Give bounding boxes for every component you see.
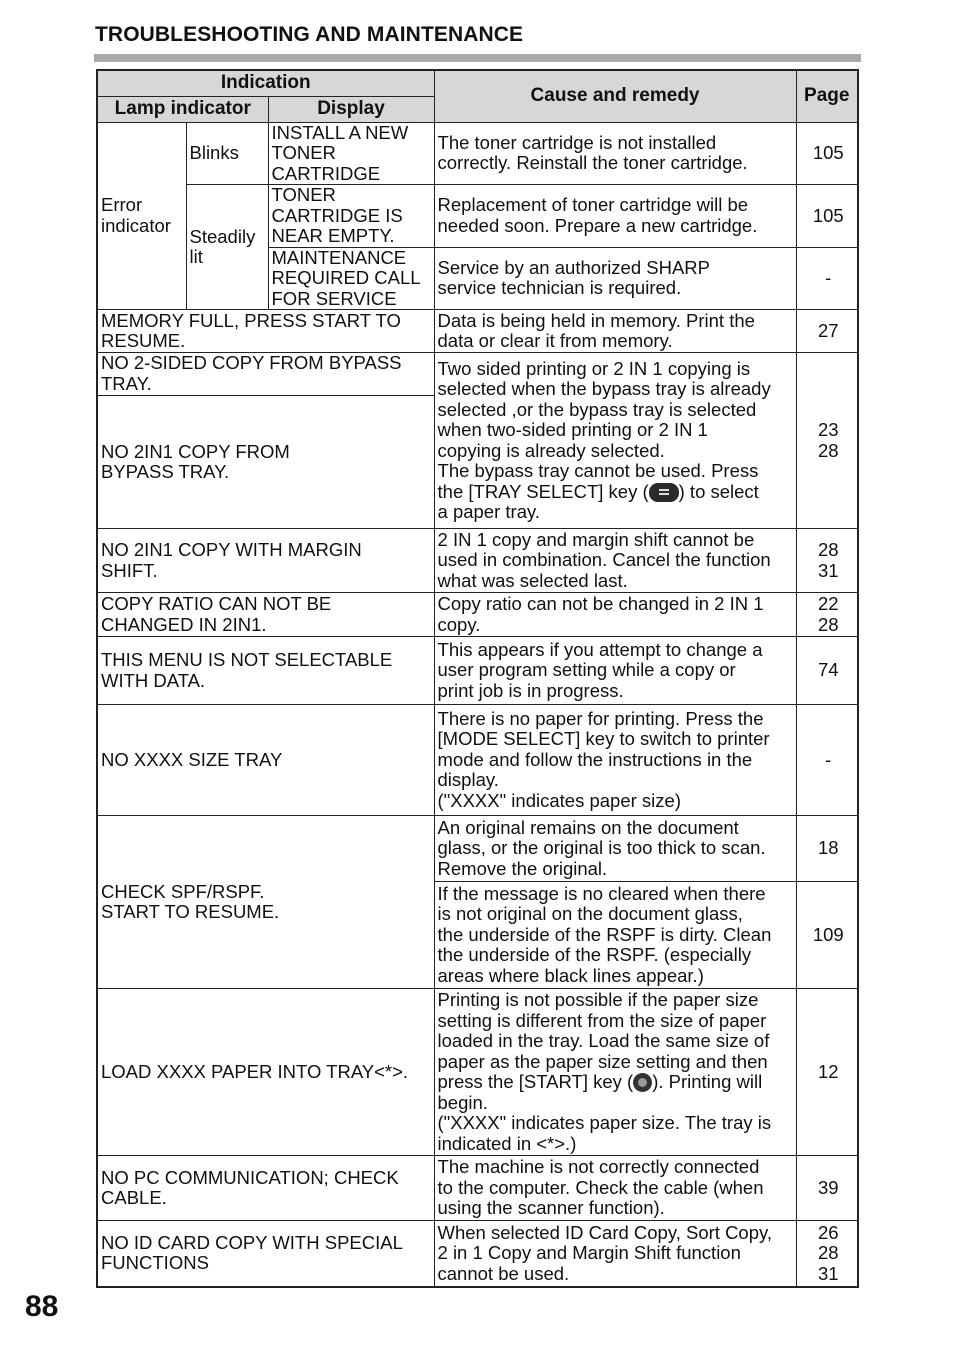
display-install-toner: INSTALL A NEW TONER CARTRIDGE xyxy=(268,122,434,185)
page-ref: - xyxy=(796,247,858,310)
header-lamp-indicator: Lamp indicator xyxy=(97,96,268,122)
page-ref: 39 xyxy=(796,1156,858,1221)
display-copy-ratio: COPY RATIO CAN NOT BE CHANGED IN 2IN1. xyxy=(97,593,434,637)
lamp-blinks: Blinks xyxy=(186,122,268,185)
page-ref: 27 xyxy=(796,310,858,353)
page-ref: 105 xyxy=(796,122,858,185)
display-no-2sided-bypass: NO 2-SIDED COPY FROM BYPASS TRAY. xyxy=(97,353,434,396)
table-row xyxy=(97,310,858,353)
cause-no-id-card: When selected ID Card Copy, Sort Copy, 2 in 1 Copy and Margin Shift function cannot be used. xyxy=(434,1221,796,1287)
page-ref: - xyxy=(796,705,858,816)
cause-check-spf-2: If the message is no cleared when there is not original on the document glass, the underside of the RSPF is dirty. Clean the underside of the RSPF. (especially areas where black lines appear.) xyxy=(434,882,796,989)
header-page: Page xyxy=(796,70,858,122)
table-row xyxy=(97,1221,858,1287)
table-row xyxy=(97,816,858,882)
display-toner-near-empty: TONER CARTRIDGE IS NEAR EMPTY. xyxy=(268,185,434,248)
display-no-size-tray: NO XXXX SIZE TRAY xyxy=(97,705,434,816)
display-load-paper: LOAD XXXX PAPER INTO TRAY<*>. xyxy=(97,989,434,1156)
cause-load-paper: Printing is not possible if the paper size setting is different from the size of paper loaded in the tray. Load the same size of paper as the paper size setting and then press the [START] key ( ). Printing will begin. ("XXXX" indicates paper size. The tray is indicated in <*>.) xyxy=(434,989,796,1156)
cause-check-spf-1: An original remains on the document glass, or the original is too thick to scan. Remove the original. xyxy=(434,816,796,882)
cause-margin-shift: 2 IN 1 copy and margin shift cannot be used in combination. Cancel the function what was selected last. xyxy=(434,529,796,593)
display-no-id-card: NO ID CARD COPY WITH SPECIAL FUNCTIONS xyxy=(97,1221,434,1287)
cause-menu-not-selectable: This appears if you attempt to change a user program setting while a copy or print job is in progress. xyxy=(434,637,796,705)
table-row xyxy=(97,185,858,248)
page-ref: 23 28 xyxy=(796,353,858,529)
cause-install-toner: The toner cartridge is not installed correctly. Reinstall the toner cartridge. xyxy=(434,122,796,185)
start-key-icon xyxy=(633,1073,652,1092)
page-number: 88 xyxy=(25,1290,59,1323)
page-ref: 105 xyxy=(796,185,858,248)
cause-maintenance-required: Service by an authorized SHARP service technician is required. xyxy=(434,247,796,310)
display-no-pc: NO PC COMMUNICATION; CHECK CABLE. xyxy=(97,1156,434,1221)
page-ref: 74 xyxy=(796,637,858,705)
table-row xyxy=(97,353,858,396)
page-ref: 18 xyxy=(796,816,858,882)
display-no-2in1-bypass: NO 2IN1 COPY FROM BYPASS TRAY. xyxy=(97,396,434,529)
cause-no-size-tray: There is no paper for printing. Press the [MODE SELECT] key to switch to printer mode and follow the instructions in the display. ("XXXX" indicates paper size) xyxy=(434,705,796,816)
table-row xyxy=(97,637,858,705)
section-title: TROUBLESHOOTING AND MAINTENANCE xyxy=(95,23,524,46)
display-menu-not-selectable: THIS MENU IS NOT SELECTABLE WITH DATA. xyxy=(97,637,434,705)
tray-select-key-icon xyxy=(649,483,679,502)
header-cause-and-remedy: Cause and remedy xyxy=(434,70,796,122)
page-ref: 109 xyxy=(796,882,858,989)
cause-bypass: Two sided printing or 2 IN 1 copying is selected when the bypass tray is already selected ,or the bypass tray is selected when two-sided printing or 2 IN 1 copying is already selected. The bypass tray cannot be used. Press the [TRAY SELECT] key ( ) to select a paper tray. xyxy=(434,353,796,529)
header-indication: Indication xyxy=(97,70,434,96)
table-row xyxy=(97,705,858,816)
lamp-steadily-lit: Steadily lit xyxy=(186,185,268,310)
cause-toner-near-empty: Replacement of toner cartridge will be needed soon. Prepare a new cartridge. xyxy=(434,185,796,248)
display-margin-shift: NO 2IN1 COPY WITH MARGIN SHIFT. xyxy=(97,529,434,593)
table-row xyxy=(97,1156,858,1221)
table-row xyxy=(97,593,858,637)
cause-no-pc: The machine is not correctly connected to the computer. Check the cable (when using the scanner function). xyxy=(434,1156,796,1221)
page-ref: 26 28 31 xyxy=(796,1221,858,1287)
page-ref: 12 xyxy=(796,989,858,1156)
cause-memory-full: Data is being held in memory. Print the data or clear it from memory. xyxy=(434,310,796,353)
display-memory-full: MEMORY FULL, PRESS START TO RESUME. xyxy=(97,310,434,353)
display-maintenance-required: MAINTENANCE REQUIRED CALL FOR SERVICE xyxy=(268,247,434,310)
troubleshooting-table xyxy=(96,69,859,1288)
title-rule xyxy=(94,54,861,62)
display-check-spf: CHECK SPF/RSPF. START TO RESUME. xyxy=(97,816,434,989)
lamp-error-indicator: Error indicator xyxy=(97,122,186,310)
cause-copy-ratio: Copy ratio can not be changed in 2 IN 1 copy. xyxy=(434,593,796,637)
page-ref: 28 31 xyxy=(796,529,858,593)
table-row xyxy=(97,529,858,593)
page-ref: 22 28 xyxy=(796,593,858,637)
table-row xyxy=(97,989,858,1156)
table-row xyxy=(97,122,858,185)
header-display: Display xyxy=(268,96,434,122)
